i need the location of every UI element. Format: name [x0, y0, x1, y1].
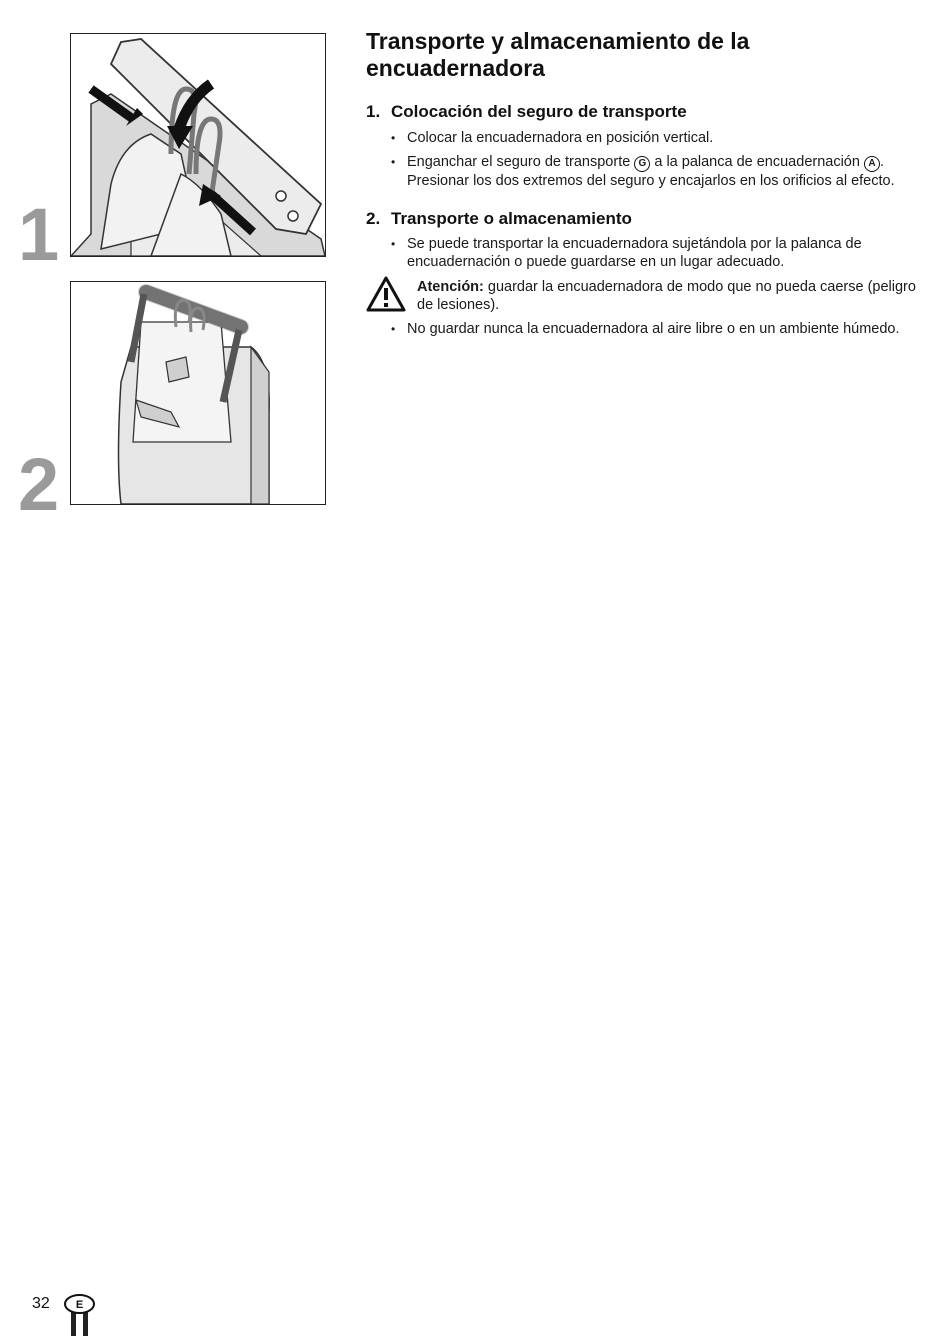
warning-note — [366, 278, 926, 314]
warning-label: Atención: — [417, 279, 484, 295]
figure-1-transport-lock — [70, 33, 326, 257]
section-1-heading — [366, 102, 926, 122]
section-2-bullet-1: • Se puede transportar la encuadernadora sujetándola por la palanca de encuadernación o puede guardarse en un lugar adecuado. — [366, 235, 926, 271]
section-2-bullet-2: • No guardar nunca la encuadernadora al aire libre o en un ambiente húmedo. — [366, 320, 926, 338]
marker-a-icon: A — [864, 156, 880, 172]
marker-g-icon: G — [634, 156, 650, 172]
page-title: Transporte y almacenamiento de la encuadernadora — [366, 28, 750, 81]
section-1-bullet-1: • Colocar la encuadernadora en posición vertical. — [366, 129, 926, 147]
language-code: E — [75, 1299, 84, 1311]
instructions-content — [366, 28, 926, 338]
section-2-number: 2. — [366, 209, 381, 228]
step-number-2: 2 — [18, 443, 58, 526]
section-2-heading — [366, 209, 926, 229]
section-1-list — [366, 129, 926, 190]
figure-2-carry-machine — [70, 281, 326, 505]
page-number: 32 — [32, 1295, 50, 1312]
language-badge-icon — [64, 1293, 98, 1336]
section-1-title: Colocación del seguro de transporte — [391, 102, 687, 121]
section-1-bullet-2: • Enganchar el seguro de transporte G a la palanca de encuadernación A . Presionar los dos extremos del seguro y encajarlos en los orificios al efecto. — [366, 153, 926, 190]
section-2-title: Transporte o almacenamiento — [391, 209, 632, 228]
section-2-list-2 — [366, 320, 926, 338]
warning-text: guardar la encuadernadora de modo que no pueda caerse (peligro de lesiones). — [417, 279, 916, 313]
section-2-list — [366, 235, 926, 271]
warning-triangle-icon — [366, 276, 406, 312]
step-number-1: 1 — [18, 193, 58, 276]
section-1-number: 1. — [366, 102, 381, 121]
